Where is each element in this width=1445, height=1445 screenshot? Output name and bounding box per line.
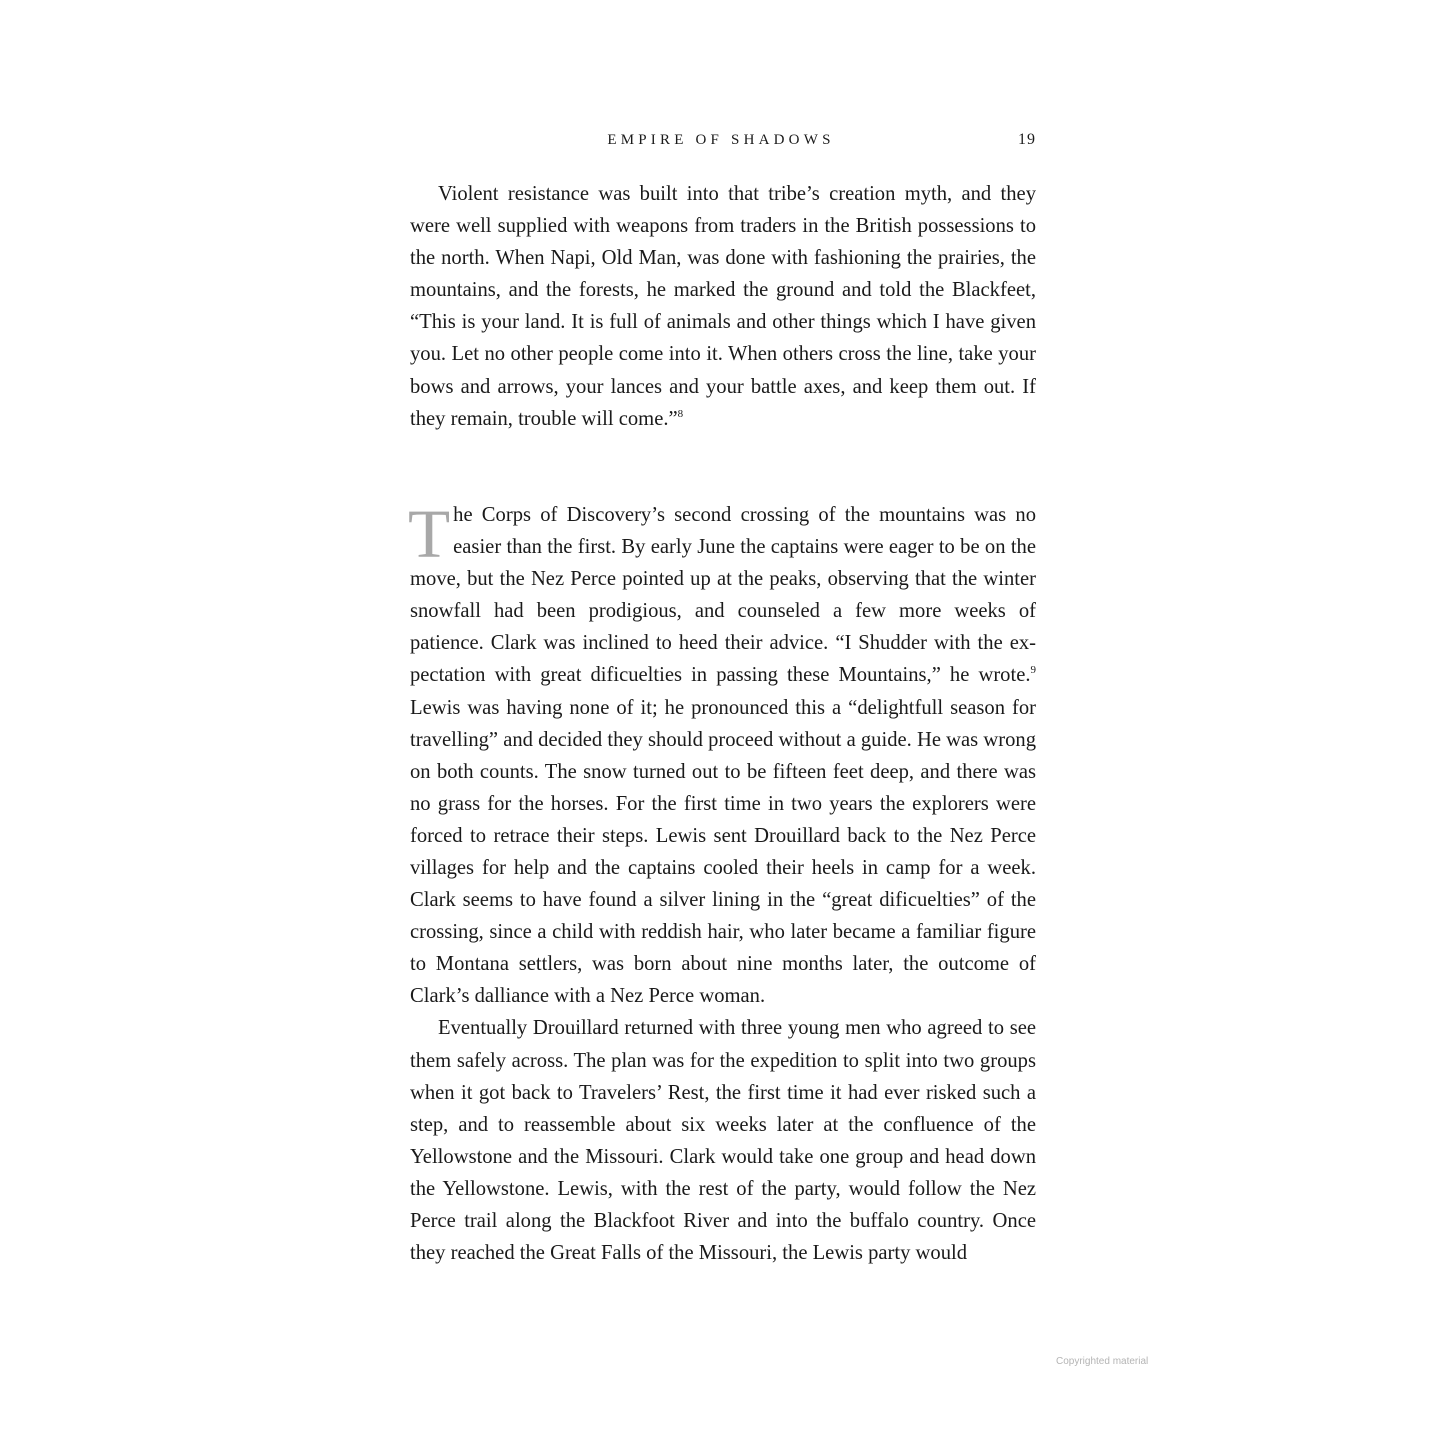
paragraph	[410, 1012, 1036, 1269]
paragraph	[408, 495, 1036, 1013]
footnote-reference: 9	[1030, 664, 1036, 677]
running-title: EMPIRE OF SHADOWS	[607, 132, 835, 148]
page-number: 19	[1018, 131, 1036, 148]
paragraph-text: Violent resistance was built into that tribe’s creation myth, and they were well supplied with weapons from traders in the British possessions to the north. When Napi, Old Man, was done with fashioning the prairies, the mountains, and the forests, he marked the ground and told the Blackfeet, “This is your land. It is full of animals and other things which I have given you. Let no other people come into it. When others cross the line, take your bows and arrows, your lances and your battle axes, and keep them out. If they remain, trouble will come.”	[410, 183, 1036, 430]
paragraph-text: Eventually Drouillard returned with three young men who agreed to see them safely across. The plan was for the expedition to split into two groups when it got back to Travelers’ Rest, the first time it had ever risked such a step, and to reassemble about six weeks later at the confluence of the Yellowstone and the Missouri. Clark would take one group and head down the Yellowstone. Lewis, with the rest of the party, would follow the Nez Perce trail along the Blackfoot River and into the buffalo country. Once they reached the Great Falls of the Missouri, the Lewis party would	[410, 1017, 1036, 1265]
paragraph-text: he Corps of Discovery’s second crossing of the mountains was no easier than the first. By early June the captains were eager to be on the move, but the Nez Perce pointed up at the peaks, observing that the winter snowfall had been prodigious, and counseled a few more weeks of patience. Clark was inclined to heed their advice. “I Shudder with the expectation with great dificuelties in passing these Mountains,” he wrote.	[410, 503, 1036, 687]
running-head	[410, 128, 1036, 152]
body-text	[410, 178, 1036, 1269]
drop-cap: T	[408, 495, 451, 572]
section-break	[410, 435, 1036, 499]
copyright-watermark: Copyrighted material	[1056, 1356, 1149, 1367]
footnote-reference: 8	[677, 407, 684, 420]
paragraph-text: Lewis was having none of it; he pronounced this a “delightfull season for travelling” and decided they should proceed without a guide. He was wrong on both counts. The snow turned out to be fifteen feet deep, and there was no grass for the horses. For the first time in two years the explorers were forced to retrace their steps. Lewis sent Drouillard back to the Nez Perce villages for help and the captains cooled their heels in camp for a week. Clark seems to have found a silver lining in the “great dificuelties” of the crossing, since a child with reddish hair, who later became a familiar figure to Montana settlers, was born about nine months later, the outcome of Clark’s dalliance with a Nez Perce woman.	[410, 696, 1036, 1008]
paragraph	[410, 178, 1036, 435]
